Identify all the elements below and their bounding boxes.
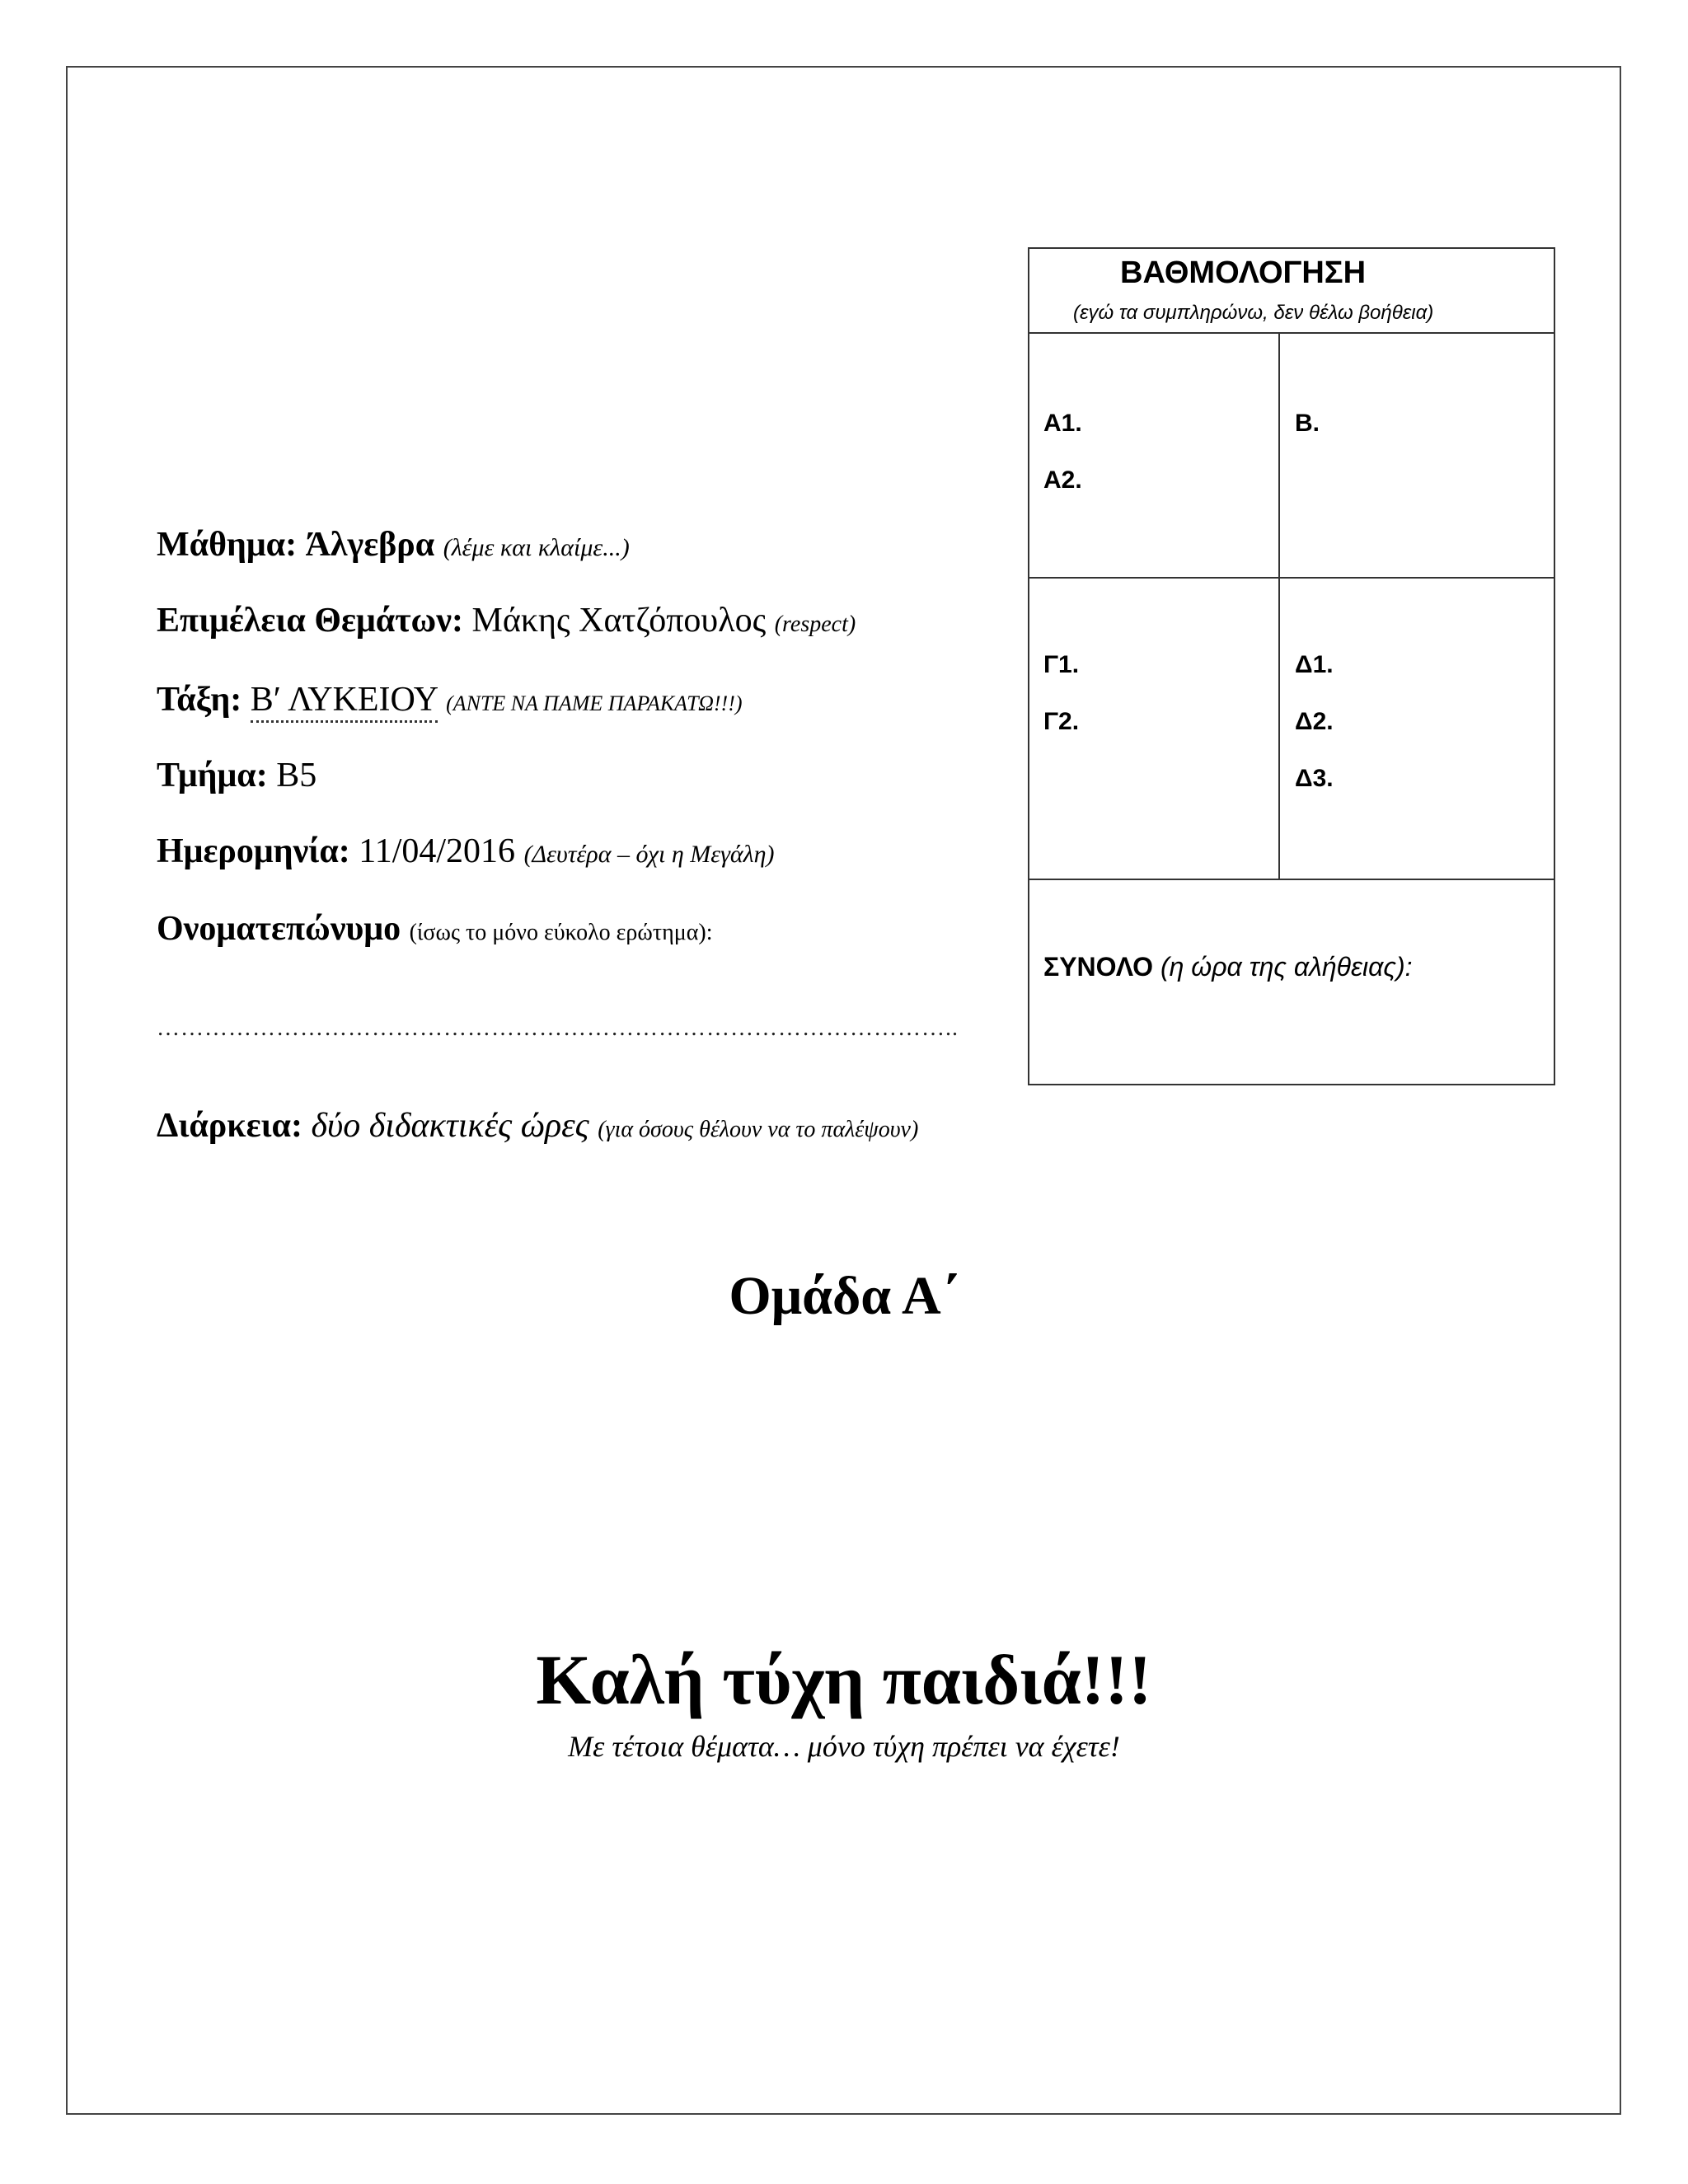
grading-cell-g [1029, 579, 1280, 879]
editor-value: Μάκης Χατζόπουλος [471, 602, 767, 640]
date-value: 11/04/2016 [359, 832, 516, 870]
grading-title: ΒΑΘΜΟΛΟΓΗΣΗ [1120, 255, 1367, 290]
grading-row-2 [1029, 579, 1554, 880]
name-line [157, 912, 713, 946]
grading-total [1043, 952, 1413, 982]
class-value: Β′ ΛΥΚΕΙΟΥ [251, 681, 438, 723]
course-label: Μάθημα: [157, 526, 298, 564]
grading-item-d1: Δ1. [1295, 651, 1334, 678]
class-label: Τάξη: [157, 681, 242, 719]
duration-note: (για όσους θέλουν να το παλέψουν) [598, 1117, 919, 1142]
grading-item-d3: Δ3. [1295, 765, 1334, 792]
date-line [157, 834, 775, 869]
grading-row-1 [1029, 334, 1554, 579]
section-label: Τμήμα: [157, 757, 268, 794]
date-label: Ημερομηνία: [157, 832, 350, 870]
class-note: (ΑΝΤΕ ΝΑ ΠΑΜΕ ΠΑΡΑΚΑΤΩ!!!) [446, 691, 743, 715]
name-fill-line[interactable]: ……………………………………………………………………………………….. [157, 1015, 959, 1041]
grading-cell-d [1280, 579, 1554, 879]
grading-item-a1: Α1. [1043, 410, 1082, 437]
grading-item-g1: Γ1. [1043, 651, 1080, 678]
grading-total-note: (η ώρα της αλήθειας): [1160, 952, 1413, 982]
grading-item-a2: Α2. [1043, 466, 1082, 494]
course-line [157, 527, 630, 562]
grading-cell-a [1029, 334, 1280, 577]
section-line [157, 758, 316, 793]
course-value: Άλγεβρα [305, 526, 435, 564]
closing-subtitle: Με τέτοια θέματα… μόνο τύχη πρέπει να έχετε! [568, 1730, 1120, 1763]
closing-title: Καλή τύχη παιδιά!!! [536, 1640, 1152, 1719]
editor-label: Επιμέλεια Θεμάτων: [157, 602, 464, 640]
name-label: Ονοματεπώνυμο [157, 910, 401, 948]
grading-subtitle: (εγώ τα συμπληρώνω, δεν θέλω βοήθεια) [1073, 302, 1434, 324]
grading-item-g2: Γ2. [1043, 708, 1080, 735]
grading-item-d2: Δ2. [1295, 708, 1334, 735]
class-line [157, 682, 743, 717]
course-note: (λέμε και κλαίμε...) [443, 534, 630, 561]
grading-row-total [1029, 880, 1554, 1085]
grading-header [1029, 249, 1554, 334]
duration-label: Διάρκεια: [157, 1107, 302, 1145]
name-note: (ίσως το μόνο εύκολο ερώτημα): [409, 920, 713, 945]
section-value: Β5 [276, 757, 317, 794]
editor-note: (respect) [774, 612, 856, 637]
duration-line [157, 1108, 918, 1143]
editor-line [157, 603, 856, 638]
grading-cell-b [1280, 334, 1554, 577]
group-title: Ομάδα Α΄ [729, 1266, 959, 1326]
duration-value: δύο διδακτικές ώρες [311, 1107, 589, 1145]
date-note: (Δευτέρα – όχι η Μεγάλη) [523, 841, 775, 868]
grading-table [1028, 247, 1555, 1085]
grading-total-label: ΣΥΝΟΛΟ [1043, 952, 1154, 982]
grading-item-b: Β. [1295, 410, 1320, 437]
